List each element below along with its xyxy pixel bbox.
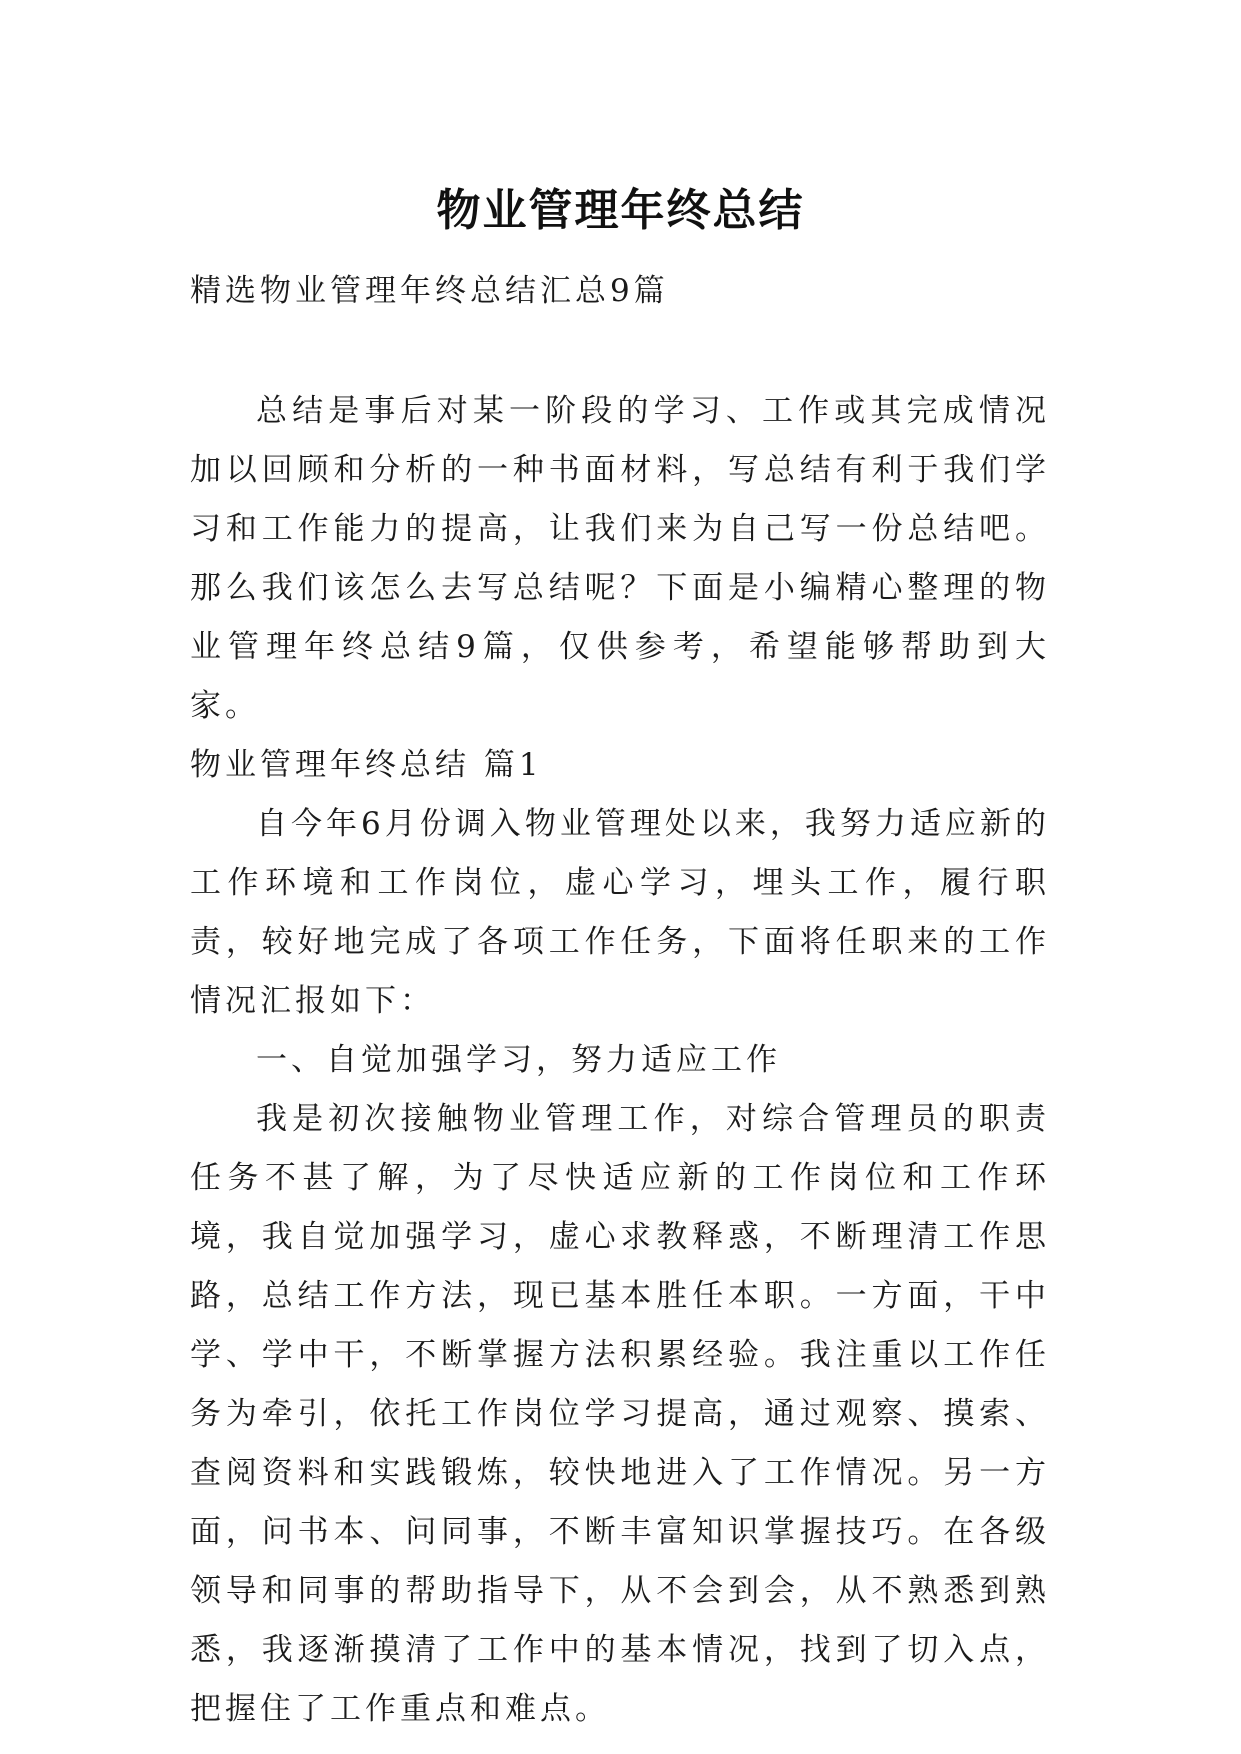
document-body xyxy=(190,262,1050,1739)
document-subtitle: 精选物业管理年终总结汇总9篇 xyxy=(190,273,669,309)
body-paragraph: 自今年6月份调入物业管理处以来，我努力适应新的工作环境和工作岗位，虚心学习，埋头工作，履行职责，较好地完成了各项工作任务，下面将任职来的工作情况汇报如下： xyxy=(190,806,1050,1019)
body-paragraph: 我是初次接触物业管理工作，对综合管理员的职责任务不甚了解，为了尽快适应新的工作岗位和工作环境，我自觉加强学习，虚心求教释惑，不断理清工作思路，总结工作方法，现已基本胜任本职。一方面，干中学、学中干，不断掌握方法积累经验。我注重以工作任务为牵引，依托工作岗位学习提高，通过观察、摸索、查阅资料和实践锻炼，较快地进入了工作情况。另一方面，问书本、问同事，不断丰富知识掌握技巧。在各级领导和同事的帮助指导下，从不会到会，从不熟悉到熟悉，我逐渐摸清了工作中的基本情况，找到了切入点，把握住了工作重点和难点。 xyxy=(190,1101,1050,1727)
intro-paragraph: 总结是事后对某一阶段的学习、工作或其完成情况加以回顾和分析的一种书面材料，写总结有利于我们学习和工作能力的提高，让我们来为自己写一份总结吧。那么我们该怎么去写总结呢？下面是小编精心整理的物业管理年终总结9篇，仅供参考，希望能够帮助到大家。 xyxy=(190,393,1050,724)
subsection-heading: 一、自觉加强学习，努力适应工作 xyxy=(256,1042,781,1078)
section-heading: 物业管理年终总结 篇1 xyxy=(190,747,543,783)
document-title: 物业管理年终总结 xyxy=(436,185,805,237)
